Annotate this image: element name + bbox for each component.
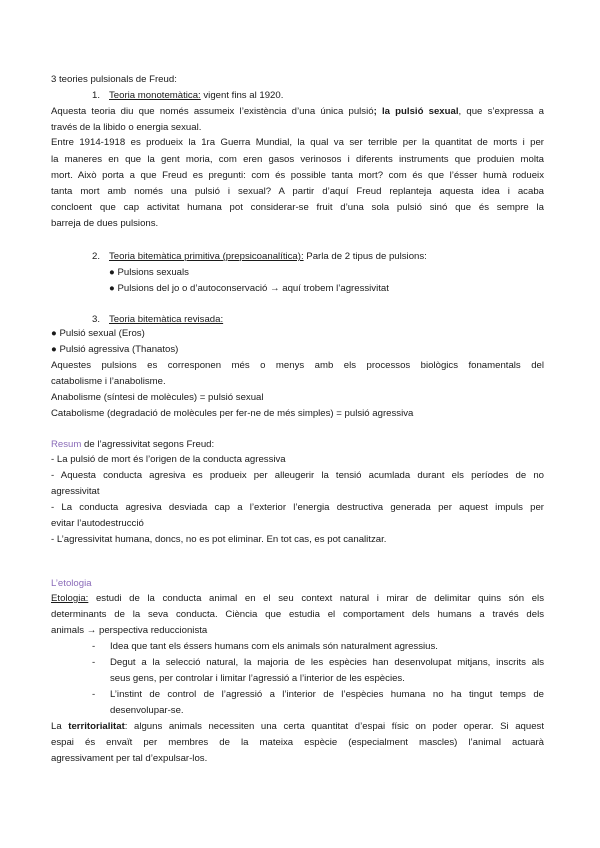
territorialitat-line <box>51 720 544 733</box>
theory-2-rest: Parla de 2 tipus de pulsions: <box>303 251 427 262</box>
dash-marker: - <box>92 657 96 668</box>
bullet-icon: ● <box>109 283 115 294</box>
list-item-text: Pulsió sexual (Eros) <box>59 328 145 339</box>
theory-1-war-line: Entre 1914-1918 es produeix la 1ra Guerra Mundial, la qual va ser terrible per la quantitat de morts i per <box>51 137 544 148</box>
theory-1-war-line: concloent que cap activitat humana pot considerar-se fruit d’una sola pulsió sinó que és sempre la <box>51 202 544 213</box>
list-item-text: Pulsió agressiva (Thanatos) <box>59 344 179 355</box>
bold-text: ; la pulsió sexual <box>373 106 459 117</box>
theory-1-war-line: barreja de dues pulsions. <box>51 218 159 229</box>
theory-3-number: 3. <box>92 314 101 325</box>
theory-1-paragraph-line <box>51 105 544 118</box>
territorialitat-line: agressivament per tal d’expulsar-los. <box>51 753 208 764</box>
etologia-def-line: animals → perspectiva reduccionista <box>51 625 208 636</box>
bullet-icon: ● <box>51 328 57 339</box>
etologia-def-line: determinants de la seva conducta. Ciència que estudia el comportament dels humans a través dels <box>51 609 544 620</box>
resum-line: agressivitat <box>51 486 100 497</box>
theory-3-title: Teoria bitemàtica revisada: <box>109 314 224 325</box>
theory-3-line: Anabolisme (síntesi de molècules) = pulsió sexual <box>51 392 264 403</box>
theory-1-heading <box>92 89 544 102</box>
territorialitat-line: espai és envaït per membres de la mateixa espècie (especialment mascles) l’animal actuarà <box>51 737 544 748</box>
bullet-icon: ● <box>109 267 115 278</box>
dash-item-line: Idea que tant els éssers humans com els animals són naturalment agressius. <box>110 641 438 652</box>
theory-3-line: Aquestes pulsions es corresponen més o menys amb els processos biològics fonamentals del <box>51 360 544 371</box>
dash-item-line: desenvolupar-se. <box>110 705 184 716</box>
resum-line: - L’agressivitat humana, doncs, no es pot eliminar. En tot cas, es pot canalitzar. <box>51 534 387 545</box>
bullet-icon: ● <box>51 344 57 355</box>
theory-1-title: Teoria monotemàtica: <box>109 90 201 101</box>
theory-1-paragraph-line: través de la libido o energia sexual. <box>51 122 202 133</box>
etologia-term: Etologia: <box>51 593 89 604</box>
theory-3-line: Catabolisme (degradació de molècules per fer-ne de més simples) = pulsió agressiva <box>51 408 414 419</box>
resum-line: - La pulsió de mort és l’origen de la conducta agressiva <box>51 454 286 465</box>
text-span: estudi de la conducta animal en el seu context natural i mirar de delimitar quins són els <box>88 593 544 604</box>
theory-1-war-line: mort. Això porta a que Freud es pregunti: com és possible tanta mort? com és que l’ésser humà rodueix <box>51 170 544 181</box>
theory-2-heading <box>92 250 544 263</box>
theory-1-war-line: tanta mort amb només una pulsió i sexual? A partir d’aquí Freud replanteja aquesta idea i acaba <box>51 186 544 197</box>
etologia-def-line <box>51 592 544 605</box>
list-item-text: Pulsions sexuals <box>117 267 189 278</box>
theory-3-heading <box>92 313 544 326</box>
list-item <box>51 343 544 356</box>
dash-item-line: L’instint de control de l’agressió a l’interior de l’espècies humana no ha tingut temps de <box>110 689 544 700</box>
territorialitat-term: territorialitat <box>68 721 125 732</box>
list-item <box>51 327 544 340</box>
resum-line: - Aquesta conducta agresiva es produeix per alleugerir la tensió acumlada durant els períodes de no <box>51 470 544 481</box>
text-span: : alguns animals necessiten una certa quantitat d’espai físic on poder operar. Si aquest <box>124 721 544 732</box>
dash-item-line: seus gens, per controlar i limitar l’agressió a l’interior de les espècies. <box>110 673 405 684</box>
theory-1-war-line: la maneres en que la gent moria, com eren gasos verinosos i diferents instruments que produien molta <box>51 154 544 165</box>
intro-text: 3 teories pulsionals de Freud: <box>51 74 177 85</box>
resum-heading-rest: de l’agressivitat segons Freud: <box>81 439 215 450</box>
resum-heading <box>51 438 544 451</box>
resum-line: - La conducta agresiva desviada cap a l’exterior l’energia destructiva generada per aquest impuls per <box>51 502 544 513</box>
text-span: , que s’expressa a <box>458 106 544 117</box>
text-span: La <box>51 721 69 732</box>
theory-2-title: Teoria bitemàtica primitiva (prepsicoanalítica): <box>109 251 304 262</box>
dash-marker: - <box>92 689 96 700</box>
etologia-heading: L’etologia <box>51 578 92 589</box>
theory-3-line: catabolisme i l’anabolisme. <box>51 376 166 387</box>
dash-item-line: Degut a la selecció natural, la majoria de les espècies han desenvolupat mitjans, inscrits als <box>110 657 544 668</box>
list-item <box>109 282 544 295</box>
dash-marker: - <box>92 641 96 652</box>
list-item <box>109 266 544 279</box>
theory-1-rest: vigent fins al 1920. <box>200 90 284 101</box>
list-item-text: Pulsions del jo o d’autoconservació → aquí trobem l’agressivitat <box>117 283 389 294</box>
theory-2-number: 2. <box>92 251 101 262</box>
resum-line: evitar l’autodestrucció <box>51 518 144 529</box>
text-span: Aquesta teoria diu que només assumeix l’existència d’una única pulsió <box>51 106 374 117</box>
theory-1-number: 1. <box>92 90 101 101</box>
resum-accent-word: Resum <box>51 439 82 450</box>
